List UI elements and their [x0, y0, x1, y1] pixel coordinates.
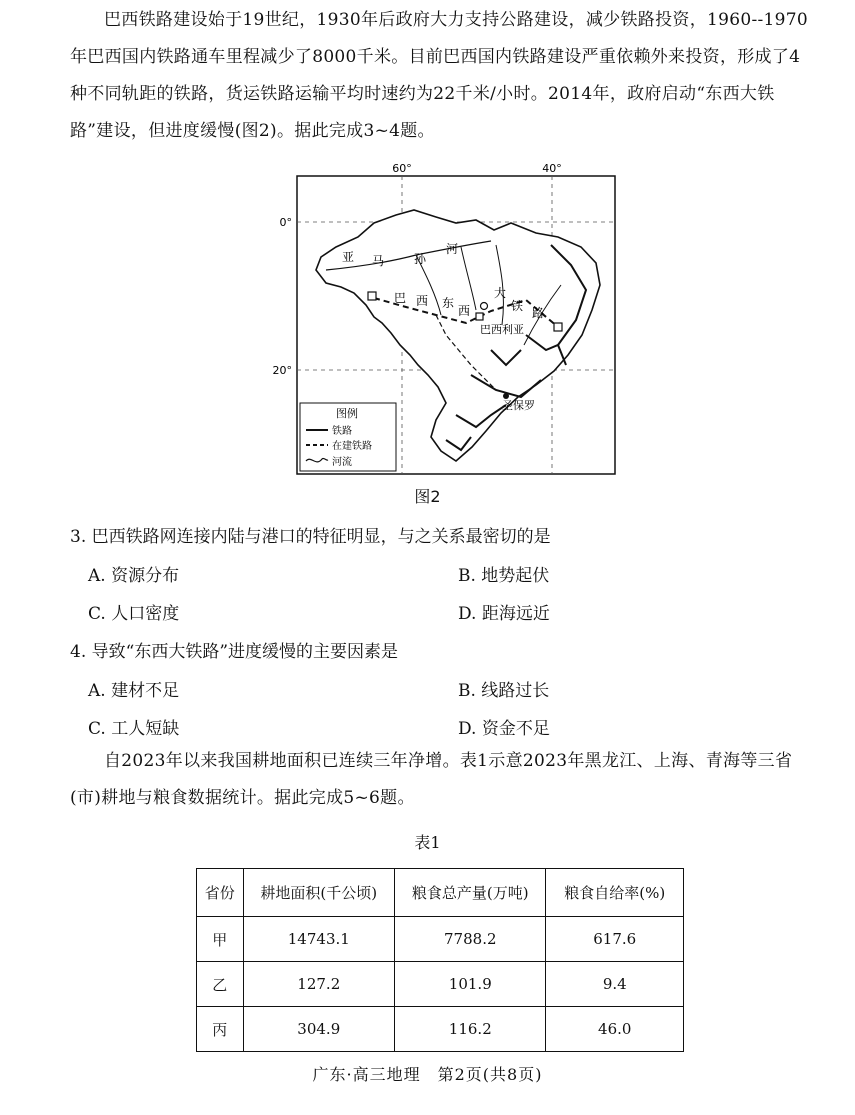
region-label-1: 亚 — [342, 250, 355, 264]
railway-label-3: 东 — [442, 296, 455, 310]
cell-grain-output: 116.2 — [395, 1007, 546, 1052]
lat-20-label: 20° — [272, 364, 292, 377]
railway-label-7: 路 — [532, 306, 545, 320]
header-farmland-area: 耕地面积(千公顷) — [243, 869, 395, 917]
intro-paragraph: 巴西铁路建设始于19世纪，1930年后政府大力支持公路建设，减少铁路投资，1960--1970年巴西国内铁路通车里程减少了8000千米。目前巴西国内铁路建设严重依赖外来投资，形成了4种不同轨距的铁路，货运铁路运输平均时速约为22千米/小时。2014年，政府启动“东西大铁路”建设，但进度缓慢(图2)。据此完成3~4题。 — [70, 10, 809, 141]
region-label-2: 马 — [372, 254, 385, 268]
page-footer: 广东·高三地理 第2页(共8页) — [312, 1065, 543, 1084]
header-self-sufficiency: 粮食自给率(%) — [546, 869, 684, 917]
railway-label-2: 西 — [416, 294, 429, 308]
cell-grain-output: 7788.2 — [395, 917, 546, 962]
data-table — [196, 868, 684, 1052]
lon-60-label: 60° — [392, 162, 412, 175]
cell-province: 丙 — [197, 1007, 244, 1052]
city-label: 圣保罗 — [502, 399, 535, 412]
table-row — [197, 962, 684, 1007]
header-grain-output: 粮食总产量(万吨) — [395, 869, 546, 917]
railway-label-5: 大 — [494, 286, 507, 300]
question-4-option-b[interactable]: B. 线路过长 — [458, 681, 550, 701]
question-4-option-a[interactable]: A. 建材不足 — [88, 681, 180, 701]
cell-farmland-area: 304.9 — [243, 1007, 395, 1052]
cell-self-sufficiency: 617.6 — [546, 917, 684, 962]
map-svg — [272, 162, 616, 475]
table-row — [197, 1007, 684, 1052]
cell-grain-output: 101.9 — [395, 962, 546, 1007]
region-label-3: 孙 — [414, 252, 427, 266]
brasilia-marker — [476, 313, 483, 320]
cell-farmland-area: 127.2 — [243, 962, 395, 1007]
west-terminal-marker — [368, 292, 376, 300]
junction-marker — [481, 303, 488, 310]
question-4-option-d[interactable]: D. 资金不足 — [458, 719, 550, 739]
brazil-railway-map — [272, 162, 616, 475]
legend-river-label: 河流 — [332, 457, 352, 468]
railway-label-6: 铁 — [511, 299, 524, 313]
cell-province: 甲 — [197, 917, 244, 962]
region-label-4: 河 — [446, 242, 459, 256]
lon-40-label: 40° — [542, 162, 562, 175]
capital-label: 巴西利亚 — [480, 323, 524, 336]
question-4-option-c[interactable]: C. 工人短缺 — [88, 719, 180, 739]
figure-caption: 图2 — [414, 487, 441, 506]
header-province: 省份 — [197, 869, 244, 917]
lat-0-label: 0° — [279, 216, 292, 229]
question-3-option-a[interactable]: A. 资源分布 — [88, 566, 180, 586]
legend-title: 图例 — [336, 407, 358, 420]
cell-farmland-area: 14743.1 — [243, 917, 395, 962]
cell-province: 乙 — [197, 962, 244, 1007]
intro-paragraph-2: 自2023年以来我国耕地面积已连续三年净增。表1示意2023年黑龙江、上海、青海等三省(市)耕地与粮食数据统计。据此完成5~6题。 — [70, 751, 793, 808]
table-header-row — [197, 869, 684, 917]
question-3-stem: 3. 巴西铁路网连接内陆与港口的特征明显，与之关系最密切的是 — [70, 527, 551, 547]
table-row — [197, 917, 684, 962]
legend-railway-label: 铁路 — [332, 426, 352, 437]
cell-self-sufficiency: 46.0 — [546, 1007, 684, 1052]
east-terminal-marker — [554, 323, 562, 331]
legend-construction-label: 在建铁路 — [332, 441, 372, 452]
cell-self-sufficiency: 9.4 — [546, 962, 684, 1007]
railway-label-1: 巴 — [394, 291, 407, 305]
question-3-option-d[interactable]: D. 距海远近 — [458, 604, 550, 624]
question-4-stem: 4. 导致“东西大铁路”进度缓慢的主要因素是 — [70, 642, 399, 662]
question-3-option-c[interactable]: C. 人口密度 — [88, 604, 180, 624]
railway-label-4: 西 — [458, 304, 471, 318]
map-legend — [300, 403, 396, 471]
question-3-option-b[interactable]: B. 地势起伏 — [458, 566, 550, 586]
table-title: 表1 — [414, 833, 441, 852]
